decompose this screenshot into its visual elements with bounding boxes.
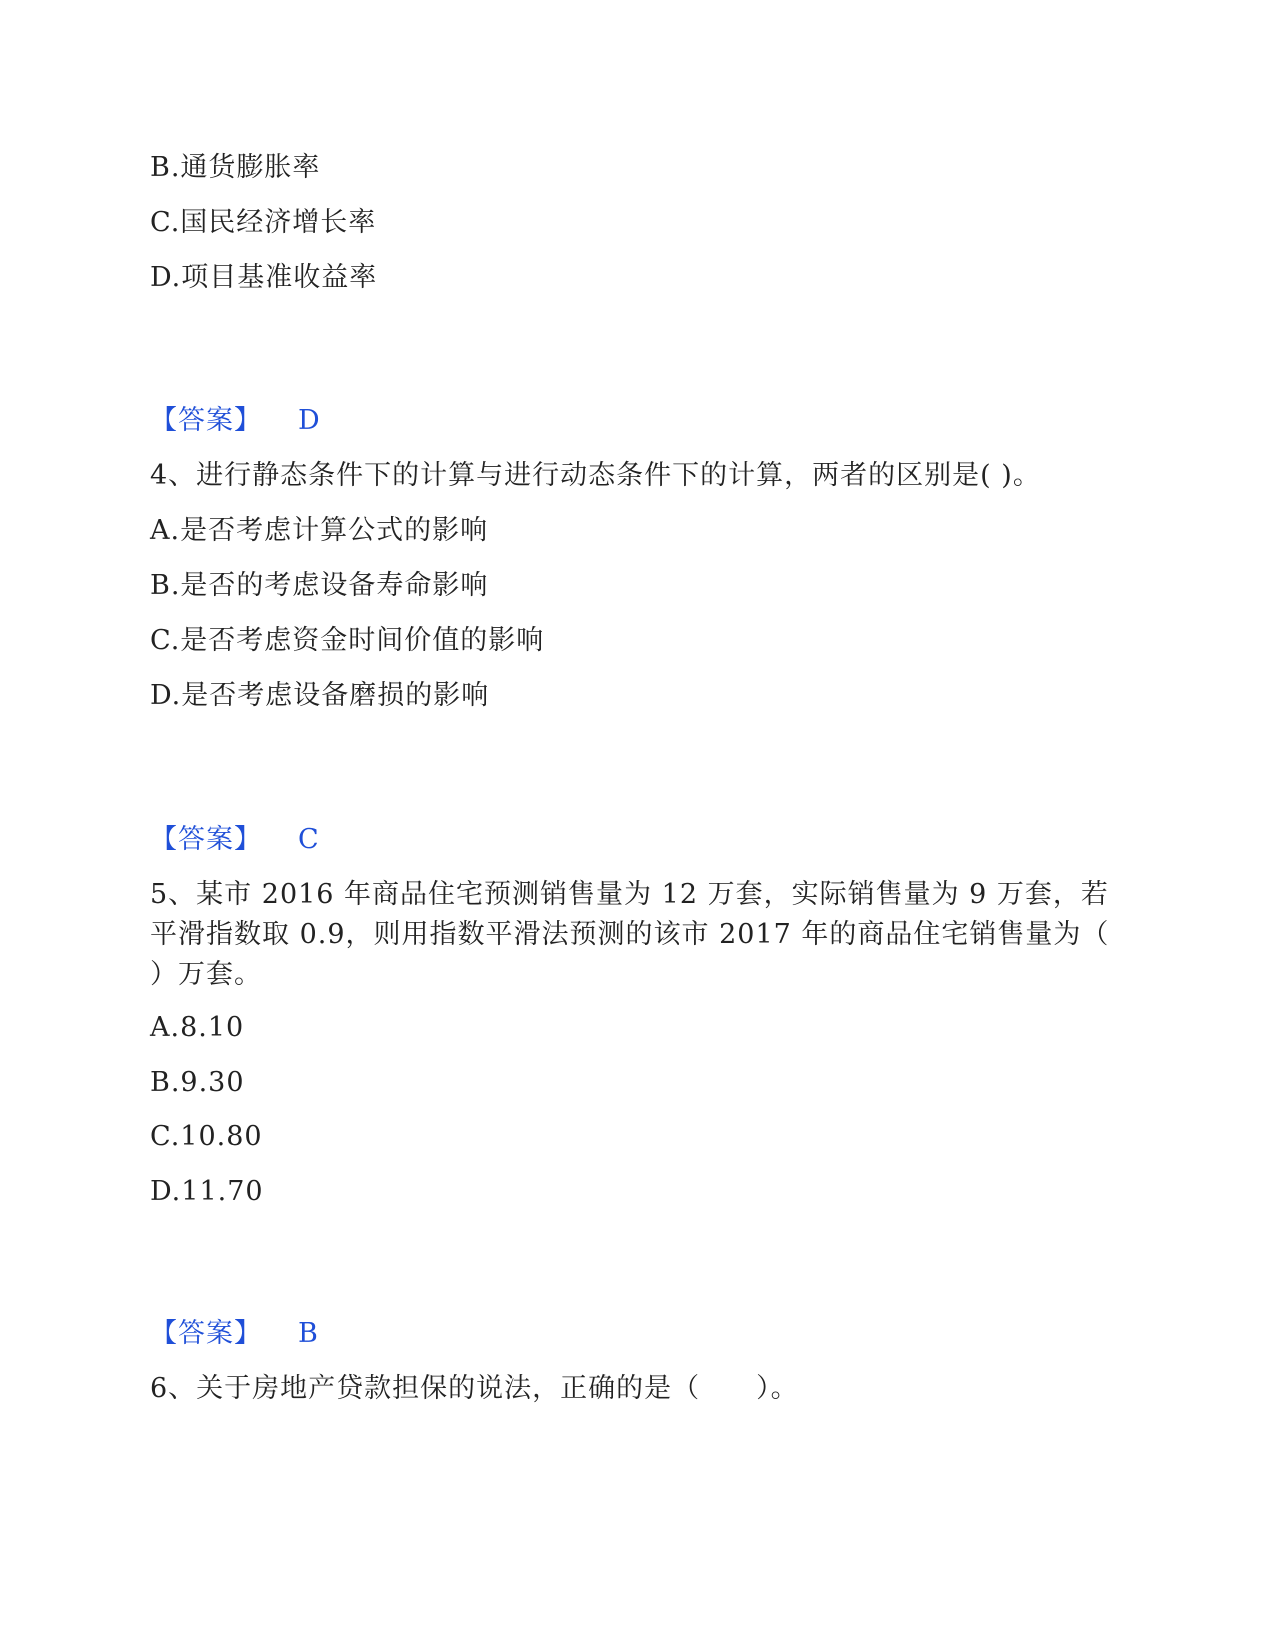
q4-option-b: B.是否的考虑设备寿命影响 (150, 570, 489, 601)
q5-stem-line-2: 平滑指数取 0.9，则用指数平滑法预测的该市 2017 年的商品住宅销售量为（ (150, 919, 1110, 950)
q3-answer (150, 403, 450, 439)
q5-answer (150, 1316, 450, 1352)
q4-stem: 4、进行静态条件下的计算与进行动态条件下的计算，两者的区别是( )。 (150, 460, 1041, 491)
q4-option-c: C.是否考虑资金时间价值的影响 (150, 625, 545, 656)
q5-option-b: B.9.30 (150, 1067, 245, 1098)
q5-option-c: C.10.80 (150, 1121, 263, 1152)
answer-label: 【答案】 (150, 1318, 262, 1349)
answer-value: C (298, 824, 320, 855)
q4-option-d: D.是否考虑设备磨损的影响 (150, 680, 490, 711)
answer-value: B (298, 1318, 319, 1349)
q3-option-c: C.国民经济增长率 (150, 207, 377, 238)
q3-option-d: D.项目基准收益率 (150, 262, 378, 293)
q5-option-a: A.8.10 (150, 1012, 245, 1043)
answer-value: D (298, 405, 321, 436)
q6-stem: 6、关于房地产贷款担保的说法，正确的是（ ）。 (150, 1373, 799, 1404)
q5-option-d: D.11.70 (150, 1176, 264, 1207)
answer-label: 【答案】 (150, 824, 262, 855)
q3-option-b: B.通货膨胀率 (150, 152, 321, 183)
q4-option-a: A.是否考虑计算公式的影响 (150, 515, 489, 546)
q4-answer (150, 822, 450, 858)
answer-label: 【答案】 (150, 405, 262, 436)
q5-stem-line-1: 5、某市 2016 年商品住宅预测销售量为 12 万套，实际销售量为 9 万套，若 (150, 879, 1109, 910)
q5-stem-line-3: ）万套。 (150, 959, 262, 990)
